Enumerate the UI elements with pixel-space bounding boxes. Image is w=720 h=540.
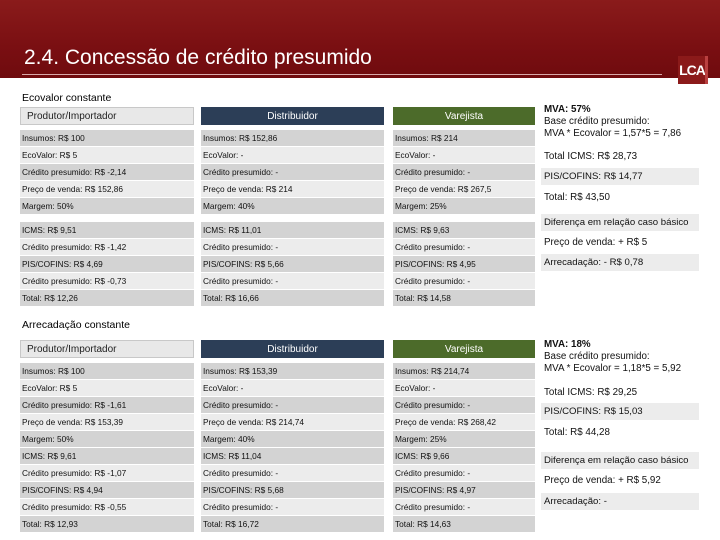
column-header-distribuidor: Distribuidor <box>201 340 384 358</box>
pis-cofins-total: PIS/COFINS: R$ 14,77 <box>541 168 699 185</box>
table-cell-varejista: Preço de venda: R$ 267,5 <box>393 181 535 197</box>
table-cell-distribuidor: EcoValor: - <box>201 380 384 396</box>
table-cell-produtor: EcoValor: R$ 5 <box>20 380 194 396</box>
page-title: 2.4. Concessão de crédito presumido <box>24 46 372 69</box>
mva-base-label: Base crédito presumido: <box>544 116 650 127</box>
table-cell-produtor: Crédito presumido: R$ -2,14 <box>20 164 194 180</box>
lca-logo: LCA <box>678 56 706 84</box>
table-cell-distribuidor: Total: R$ 16,72 <box>201 516 384 532</box>
table-cell-distribuidor: ICMS: R$ 11,01 <box>201 222 384 238</box>
grand-total: Total: R$ 43,50 <box>544 192 610 203</box>
table-cell-produtor: ICMS: R$ 9,61 <box>20 448 194 464</box>
total-icms: Total ICMS: R$ 29,25 <box>544 387 638 398</box>
table-cell-varejista: Insumos: R$ 214 <box>393 130 535 146</box>
table-cell-produtor: Preço de venda: R$ 152,86 <box>20 181 194 197</box>
column-header-produtor: Produtor/Importador <box>20 340 194 358</box>
mva-formula: MVA * Ecovalor = 1,18*5 = 5,92 <box>544 363 682 374</box>
table-cell-produtor: Total: R$ 12,93 <box>20 516 194 532</box>
table-cell-produtor: Preço de venda: R$ 153,39 <box>20 414 194 430</box>
table-cell-varejista: EcoValor: - <box>393 147 535 163</box>
total-icms: Total ICMS: R$ 28,73 <box>544 151 638 162</box>
pis-cofins-total: PIS/COFINS: R$ 15,03 <box>541 403 699 420</box>
table-cell-varejista: Crédito presumido: - <box>393 397 535 413</box>
table-cell-varejista: Margem: 25% <box>393 431 535 447</box>
table-cell-produtor: PIS/COFINS: R$ 4,69 <box>20 256 194 272</box>
table-cell-distribuidor: Insumos: R$ 153,39 <box>201 363 384 379</box>
price-difference: Preço de venda: + R$ 5,92 <box>544 475 661 486</box>
table-cell-produtor: Margem: 50% <box>20 198 194 214</box>
table-cell-produtor: EcoValor: R$ 5 <box>20 147 194 163</box>
table-cell-produtor: Crédito presumido: R$ -0,55 <box>20 499 194 515</box>
table-cell-varejista: Crédito presumido: - <box>393 273 535 289</box>
table-cell-produtor: Total: R$ 12,26 <box>20 290 194 306</box>
difference-header: Diferença em relação caso básico <box>541 214 699 231</box>
table-cell-distribuidor: Preço de venda: R$ 214 <box>201 181 384 197</box>
table-cell-produtor: Margem: 50% <box>20 431 194 447</box>
table-cell-distribuidor: Crédito presumido: - <box>201 273 384 289</box>
table-cell-produtor: Crédito presumido: R$ -1,61 <box>20 397 194 413</box>
column-header-varejista: Varejista <box>393 107 535 125</box>
table-cell-varejista: EcoValor: - <box>393 380 535 396</box>
table-cell-distribuidor: PIS/COFINS: R$ 5,68 <box>201 482 384 498</box>
table-cell-produtor: Crédito presumido: R$ -1,42 <box>20 239 194 255</box>
table-cell-distribuidor: Crédito presumido: - <box>201 499 384 515</box>
table-cell-varejista: Preço de venda: R$ 268,42 <box>393 414 535 430</box>
price-difference: Preço de venda: + R$ 5 <box>544 237 648 248</box>
table-cell-varejista: ICMS: R$ 9,66 <box>393 448 535 464</box>
table-cell-produtor: Crédito presumido: R$ -0,73 <box>20 273 194 289</box>
column-header-distribuidor: Distribuidor <box>201 107 384 125</box>
table-cell-varejista: Insumos: R$ 214,74 <box>393 363 535 379</box>
table-cell-distribuidor: Total: R$ 16,66 <box>201 290 384 306</box>
table-cell-varejista: Total: R$ 14,58 <box>393 290 535 306</box>
table-cell-distribuidor: Crédito presumido: - <box>201 239 384 255</box>
table-cell-produtor: PIS/COFINS: R$ 4,94 <box>20 482 194 498</box>
mva-block <box>544 104 681 140</box>
mva-base-label: Base crédito presumido: <box>544 351 650 362</box>
table-cell-distribuidor: PIS/COFINS: R$ 5,66 <box>201 256 384 272</box>
mva-formula: MVA * Ecovalor = 1,57*5 = 7,86 <box>544 128 682 139</box>
table-cell-distribuidor: Crédito presumido: - <box>201 465 384 481</box>
table-cell-distribuidor: Margem: 40% <box>201 198 384 214</box>
difference-header: Diferença em relação caso básico <box>541 452 699 469</box>
table-cell-distribuidor: ICMS: R$ 11,04 <box>201 448 384 464</box>
mva-block <box>544 339 681 375</box>
table-cell-produtor: Insumos: R$ 100 <box>20 363 194 379</box>
table-cell-varejista: Margem: 25% <box>393 198 535 214</box>
column-header-produtor: Produtor/Importador <box>20 107 194 125</box>
table-cell-varejista: Total: R$ 14,63 <box>393 516 535 532</box>
table-cell-distribuidor: Crédito presumido: - <box>201 164 384 180</box>
table-cell-varejista: PIS/COFINS: R$ 4,95 <box>393 256 535 272</box>
section-title: Arrecadação constante <box>22 319 130 331</box>
mva-title: MVA: 18% <box>544 339 591 350</box>
table-cell-produtor: Crédito presumido: R$ -1,07 <box>20 465 194 481</box>
mva-title: MVA: 57% <box>544 104 591 115</box>
column-header-varejista: Varejista <box>393 340 535 358</box>
table-cell-varejista: Crédito presumido: - <box>393 164 535 180</box>
table-cell-produtor: ICMS: R$ 9,51 <box>20 222 194 238</box>
table-cell-distribuidor: Insumos: R$ 152,86 <box>201 130 384 146</box>
table-cell-varejista: Crédito presumido: - <box>393 239 535 255</box>
table-cell-varejista: PIS/COFINS: R$ 4,97 <box>393 482 535 498</box>
revenue-difference: Arrecadação: - <box>541 493 699 510</box>
section-title: Ecovalor constante <box>22 92 112 104</box>
table-cell-varejista: Crédito presumido: - <box>393 465 535 481</box>
grand-total: Total: R$ 44,28 <box>544 427 610 438</box>
table-cell-produtor: Insumos: R$ 100 <box>20 130 194 146</box>
table-cell-distribuidor: EcoValor: - <box>201 147 384 163</box>
table-cell-distribuidor: Preço de venda: R$ 214,74 <box>201 414 384 430</box>
table-cell-distribuidor: Margem: 40% <box>201 431 384 447</box>
table-cell-distribuidor: Crédito presumido: - <box>201 397 384 413</box>
revenue-difference: Arrecadação: - R$ 0,78 <box>541 254 699 271</box>
table-cell-varejista: ICMS: R$ 9,63 <box>393 222 535 238</box>
header-divider <box>22 74 662 75</box>
table-cell-varejista: Crédito presumido: - <box>393 499 535 515</box>
